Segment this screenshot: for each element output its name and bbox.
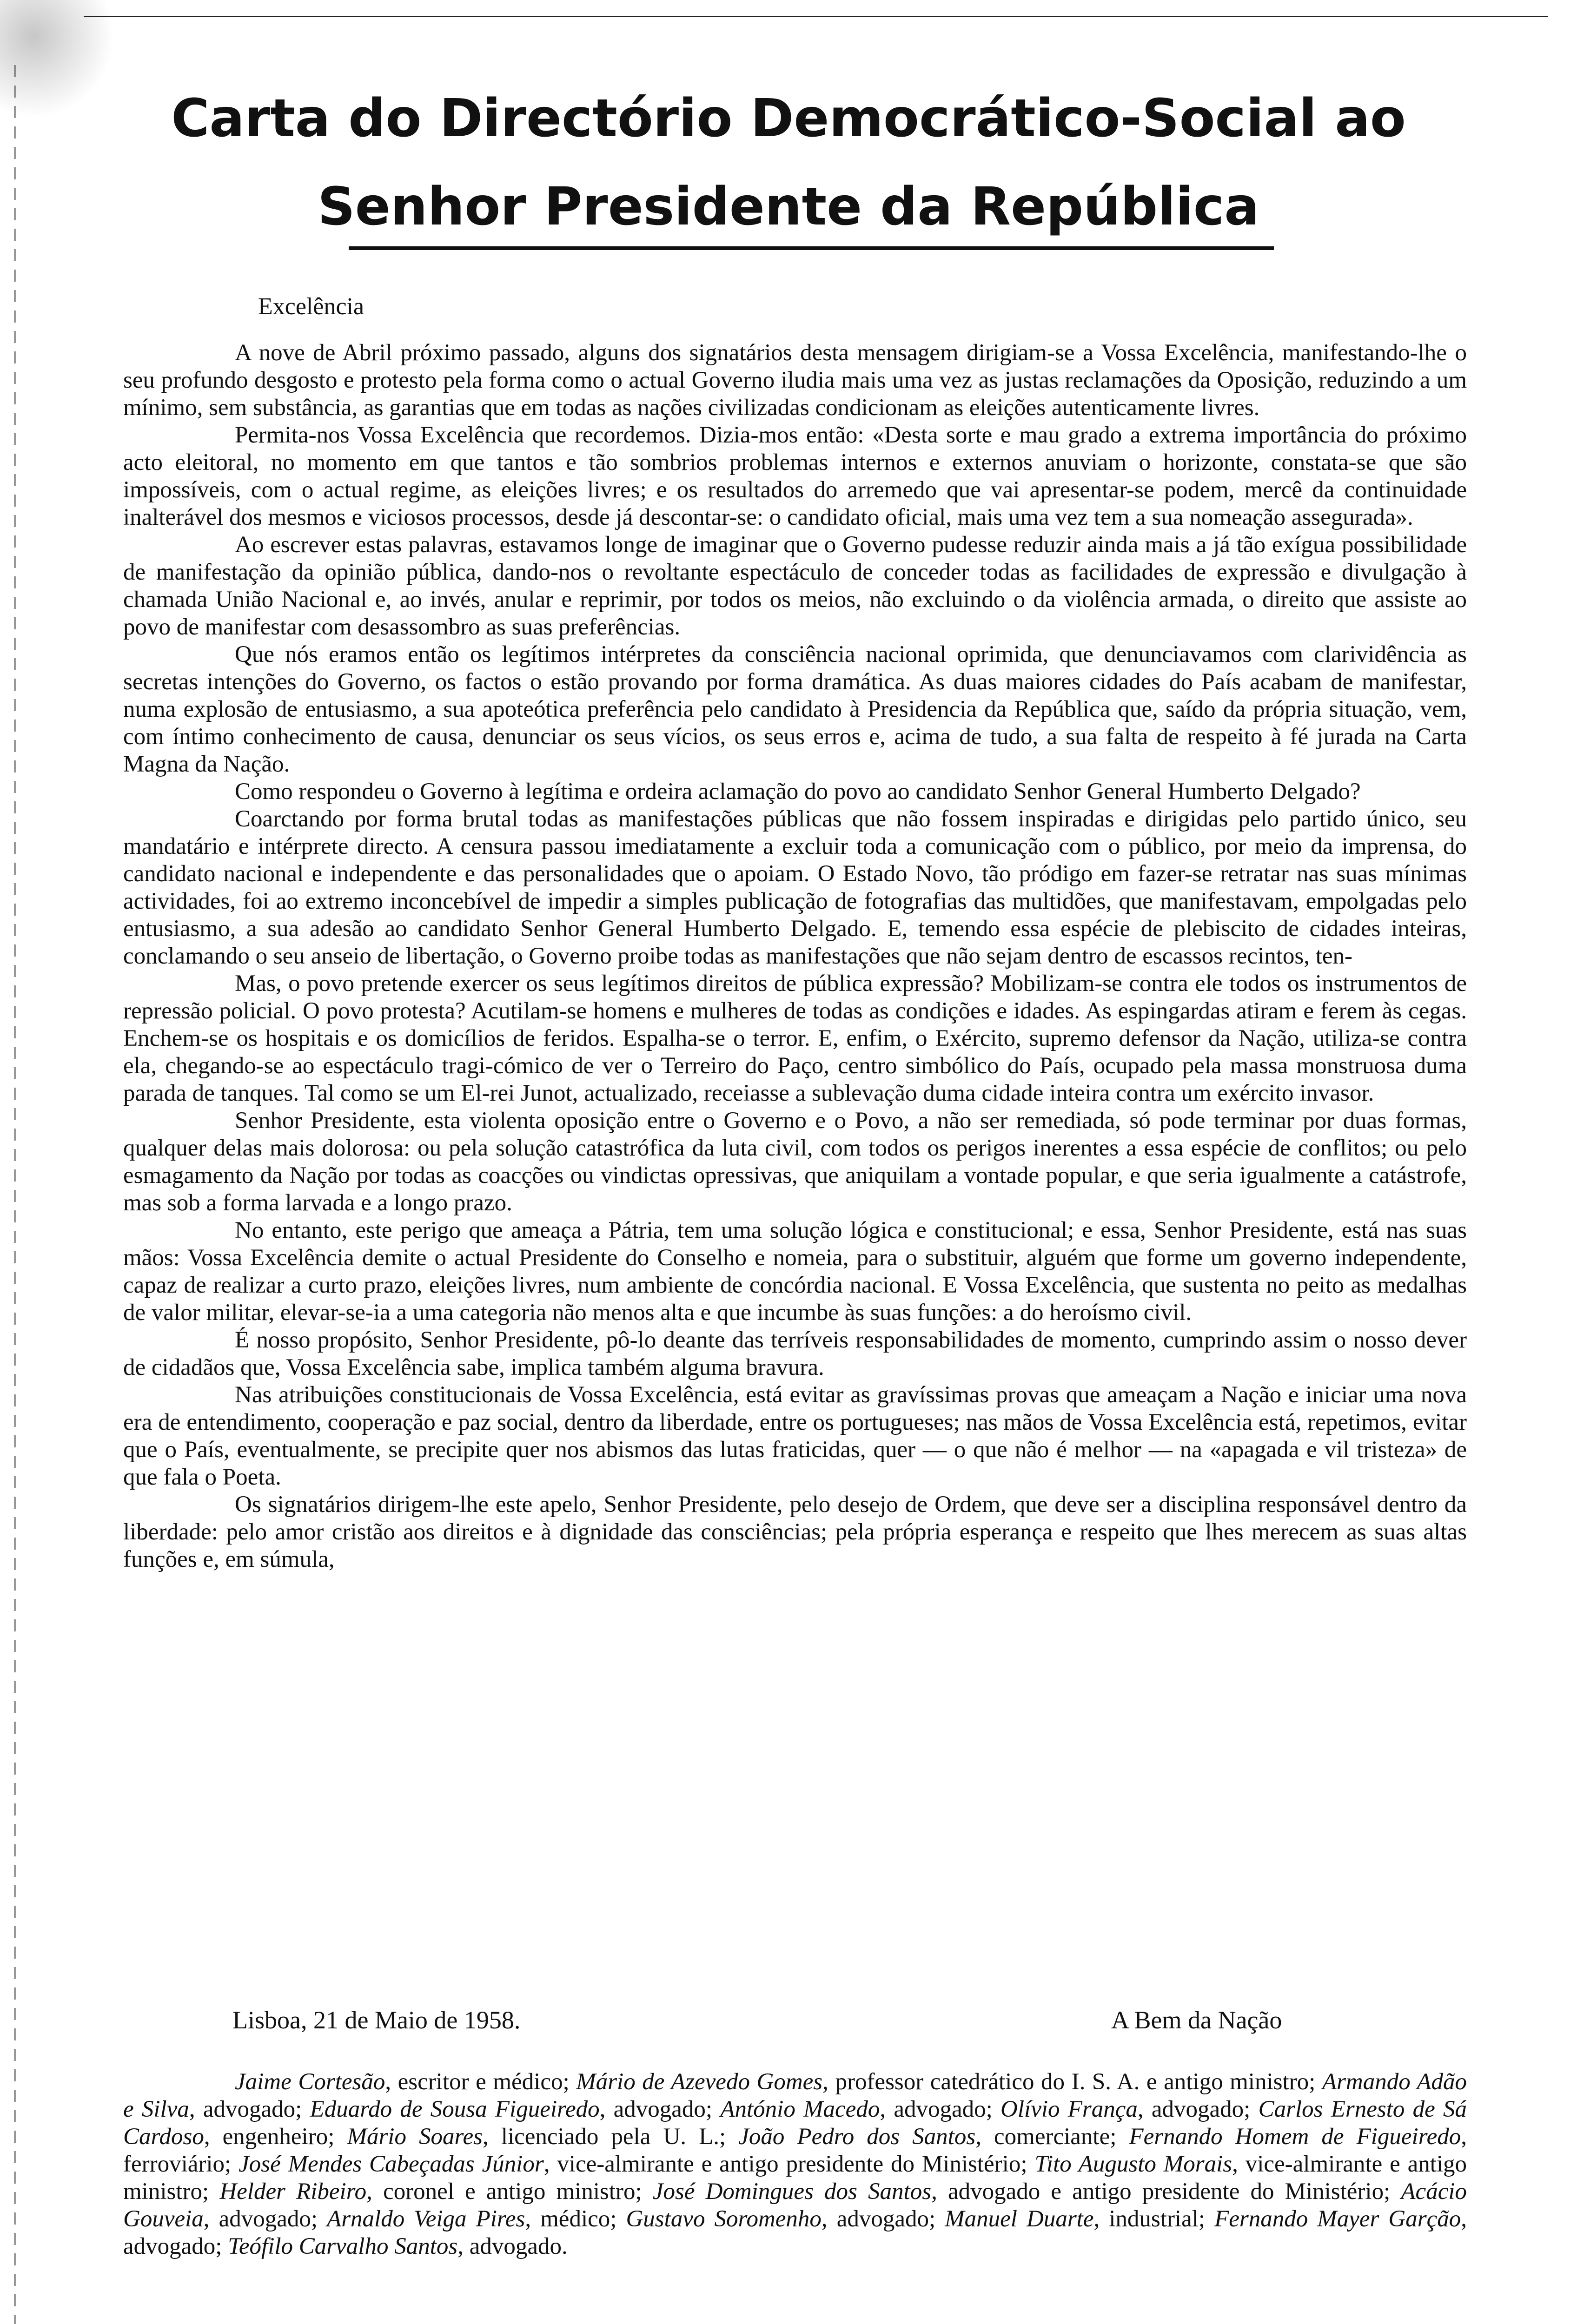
signatory-role: industrial: [1109, 2206, 1199, 2232]
signatory-name: Teófilo Carvalho Santos: [228, 2233, 458, 2259]
signatory-role: ferroviário: [123, 2151, 225, 2177]
title-line-2: Senhor Presidente da República: [318, 177, 1259, 237]
signatory-role: advogado: [123, 2233, 216, 2259]
signatory-role: engenheiro: [222, 2124, 328, 2150]
signatory-role: vice-almirante e antigo ministro: [123, 2151, 1467, 2205]
signatory-role: licenciado pela U. L.: [501, 2124, 719, 2150]
paragraph: No entanto, este perigo que ameaça a Pátria, tem uma solução lógica e constitucional; e essa, Senhor Presidente, está nas suas mãos: Vossa Excelência demite o actual Presidente do Conselho e nomeia, para o substituir, alguém que forme um governo independente, capaz de realizar a curto prazo, eleições livres, num ambiente de concórdia nacional. E Vossa Excelência, que sustenta no peito as medalhas de valor militar, elevar-se-ia a uma categoria não menos alta e que incumbe às suas funções: a do heroísmo civil.: [123, 1217, 1467, 1326]
signatory-name: João Pedro dos Santos: [738, 2124, 976, 2150]
signatory-role: advogado: [203, 2096, 296, 2122]
title-line-1: Carta do Directório Democrático-Social ao: [171, 88, 1406, 149]
paragraph: Que nós eramos então os legítimos intérpretes da consciência nacional oprimida, que denunciavamos com clarividência as secretas intenções do Governo, os factos o estão provando por forma dramática. As duas maiores cidades do País acabam de manifestar, numa explosão de entusiasmo, a sua apoteótica preferência pelo candidato à Presidencia da República que, saído da própria situação, vem, com íntimo conhecimento de causa, denunciar os seus vícios, os seus erros e, acima de tudo, a sua falta de respeito à fé jurada na Carta Magna da Nação.: [123, 641, 1467, 777]
signatory-name: Acácio Gouveia: [123, 2179, 1467, 2232]
signatory-name: Mário Soares: [347, 2124, 483, 2150]
paragraph: Os signatários dirigem-lhe este apelo, Senhor Presidente, pelo desejo de Ordem, que deve ser a disciplina responsável dentro da liberdade: pelo amor cristão aos direitos e à dignidade das consciências; pela própria esperança e respeito que lhes merecem as suas altas funções e, em súmula,: [123, 1492, 1467, 1572]
paragraph: Permita-nos Vossa Excelência que recordemos. Dizia-mos então: «Desta sorte e mau grado a extrema importância do próximo acto eleitoral, no momento em que tantos e tão sombrios problemas internos e externos anuviam o horizonte, constata-se que são impossíveis, com o actual regime, as eleições livres; e os resultados do arremedo que vai apresentar-se podem, mercê da continuidade inalterável dos mesmos e viciosos processos, desde já descontar-se: o candidato oficial, mais uma vez tem a sua nomeação assegurada».: [123, 422, 1467, 530]
signatory-name: Eduardo de Sousa Figueiredo: [310, 2096, 600, 2122]
signatory-role: coronel e antigo ministro: [383, 2179, 636, 2205]
signatory-name: Helder Ribeiro: [219, 2179, 367, 2205]
signatory-role: escritor e médico: [398, 2069, 563, 2095]
signatory-name: Arnaldo Veiga Pires: [327, 2206, 525, 2232]
signatory-name: Gustavo Soromenho: [626, 2206, 822, 2232]
salutation: Excelência: [258, 293, 364, 320]
place-date: Lisboa, 21 de Maio de 1958.: [232, 2006, 521, 2034]
signatory-role: advogado: [1151, 2096, 1244, 2122]
paragraph: A nove de Abril próximo passado, alguns dos signatários desta mensagem dirigiam-se a Vossa Excelência, manifestando-lhe o seu profundo desgosto e protesto pela forma como o actual Governo iludia mais uma vez as justas reclamações da Oposição, reduzindo a um mínimo, sem substância, as garantias que em todas as nações civilizadas condicionam as eleições autenticamente livres.: [123, 340, 1467, 421]
signatory-name: José Mendes Cabeçadas Júnior: [239, 2151, 544, 2177]
signatory-name: Fernando Homem de Figueiredo: [1129, 2124, 1461, 2150]
signatory-role: advogado: [894, 2096, 986, 2122]
signatory-role: advogado: [613, 2096, 706, 2122]
signatory-name: José Domingues dos Santos: [652, 2179, 932, 2205]
signatory-role: médico: [540, 2206, 610, 2232]
signatory-name: António Macedo: [720, 2096, 880, 2122]
signatory-name: Tito Augusto Morais: [1034, 2151, 1232, 2177]
signatory-name: Manuel Duarte: [945, 2206, 1094, 2232]
top-rule: [84, 16, 1548, 17]
signatory-name: Armando Adão e Silva: [123, 2069, 1467, 2122]
paragraph: Senhor Presidente, esta violenta oposição entre o Governo e o Povo, a não ser remediada, só pode terminar por duas formas, qualquer delas mais dolorosa: ou pela solução catastrófica da luta civil, com todos os perigos inerentes a essa espécie de conflitos; ou pelo esmagamento da Nação por todas as coacções ou vindictas opressivas, que aniquilam a vontade popular, e que seria igualmente a catástrofe, mas sob a forma larvada e a longo prazo.: [123, 1108, 1467, 1216]
signatory-name: Olívio França: [1001, 2096, 1138, 2122]
letter-body: [123, 339, 1467, 1573]
title-underline: [349, 246, 1274, 250]
closing: A Bem da Nação: [1111, 2006, 1282, 2034]
paragraph: Coarctando por forma brutal todas as manifestações públicas que não fossem inspiradas e dirigidas pelo partido único, seu mandatário e intérprete directo. A censura passou imediatamente a excluir toda a comunicação com o público, por meio da imprensa, do candidato nacional e independente e das personalidades que o apoiam. O Estado Novo, tão pródigo em fazer-se retratar nas suas mínimas actividades, foi ao extremo inconcebível de impedir a simples publicação de fotografias das multidões, que manifestavam, empolgadas pelo entusiasmo, a sua adesão ao candidato Senhor General Humberto Delgado. E, temendo essa espécie de plebiscito de cidades inteiras, conclamando o seu anseio de libertação, o Governo proibe todas as manifestações que não sejam dentro de escassos recintos, ten-: [123, 806, 1467, 969]
signatory-role: advogado: [836, 2206, 929, 2232]
paragraph: Mas, o povo pretende exercer os seus legítimos direitos de pública expressão? Mobilizam-se contra ele todos os instrumentos de repressão policial. O povo protesta? Acutilam-se homens e mulheres de todas as condições e idades. As espingardas atiram e ferem às cegas. Enchem-se os hospitais e os domicílios de feridos. Espalha-se o terror. E, enfim, o Exército, supremo defensor da Nação, utiliza-se contra ela, chegando-se ao espectáculo tragi-cómico de ver o Terreiro do Paço, centro simbólico do País, ocupado pela massa monstruosa duma parada de tanques. Tal como se um El-rei Junot, actualizado, receiasse a sublevação duma cidade inteira contra um exército invasor.: [123, 971, 1467, 1106]
paragraph: Ao escrever estas palavras, estavamos longe de imaginar que o Governo pudesse reduzir ainda mais a já tão exígua possibilidade de manifestação da opinião pública, dando-nos o revoltante espectáculo de conceder todas as facilidades de expressão e divulgação à chamada União Nacional e, ao invés, anular e reprimir, por todos os meios, não excluindo o da violência armada, o direito que assiste ao povo de manifestar com desassombro as suas preferências.: [123, 532, 1467, 640]
signatories-list: Jaime Cortesão, escritor e médico; Mário de Azevedo Gomes, professor catedrático do I. S. A. e antigo ministro; Armando Adão e Silva, advogado; Eduardo de Sousa Figueiredo, advogado; António Macedo, advogado; Olívio França, advogado; Carlos Ernesto de Sá Cardoso, engenheiro; Mário Soares, licenciado pela U. L.; João Pedro dos Santos, comerciante; Fernando Homem de Figueiredo, ferroviário; José Mendes Cabeçadas Júnior, vice-almirante e antigo presidente do Ministério; Tito Augusto Morais, vice-almirante e antigo ministro; Helder Ribeiro, coronel e antigo ministro; José Domingues dos Santos, advogado e antigo presidente do Ministério; Acácio Gouveia, advogado; Arnaldo Veiga Pires, médico; Gustavo Soromenho, advogado; Manuel Duarte, industrial; Fernando Mayer Garção, advogado; Teófilo Carvalho Santos, advogado.: [123, 2069, 1467, 2259]
signatory-name: Jaime Cortesão: [235, 2069, 385, 2095]
paragraph: Como respondeu o Governo à legítima e ordeira aclamação do povo ao candidato Senhor General Humberto Delgado?: [235, 779, 1361, 805]
signatory-role: vice-almirante e antigo presidente do Ministério: [557, 2151, 1021, 2177]
signatory-name: Mário de Azevedo Gomes: [576, 2069, 823, 2095]
signatory-role: professor catedrático do I. S. A. e antigo ministro: [835, 2069, 1309, 2095]
signatory-role: advogado e antigo presidente do Ministério: [948, 2179, 1384, 2205]
signatory-name: Carlos Ernesto de Sá Cardoso: [123, 2096, 1467, 2150]
signatory-role: advogado: [469, 2233, 562, 2259]
paragraph: É nosso propósito, Senhor Presidente, pô-lo deante das terríveis responsabilidades de momento, cumprindo assim o nosso dever de cidadãos que, Vossa Excelência sabe, implica também alguma bravura.: [123, 1327, 1467, 1380]
signatory-role: comerciante: [994, 2124, 1110, 2150]
left-margin-artifact: [14, 65, 16, 2324]
signatory-name: Fernando Mayer Garção: [1214, 2206, 1461, 2232]
signatory-role: advogado: [219, 2206, 311, 2232]
paragraph: Nas atribuições constitucionais de Vossa Excelência, está evitar as gravíssimas provas que ameaçam a Nação e iniciar uma nova era de entendimento, cooperação e paz social, dentro da liberdade, entre os portugueses; nas mãos de Vossa Excelência está, repetimos, evitar que o País, eventualmente, se precipite quer nos abismos das lutas fraticidas, quer — o que não é melhor — na «apagada e vil tristeza» de que fala o Poeta.: [123, 1382, 1467, 1490]
